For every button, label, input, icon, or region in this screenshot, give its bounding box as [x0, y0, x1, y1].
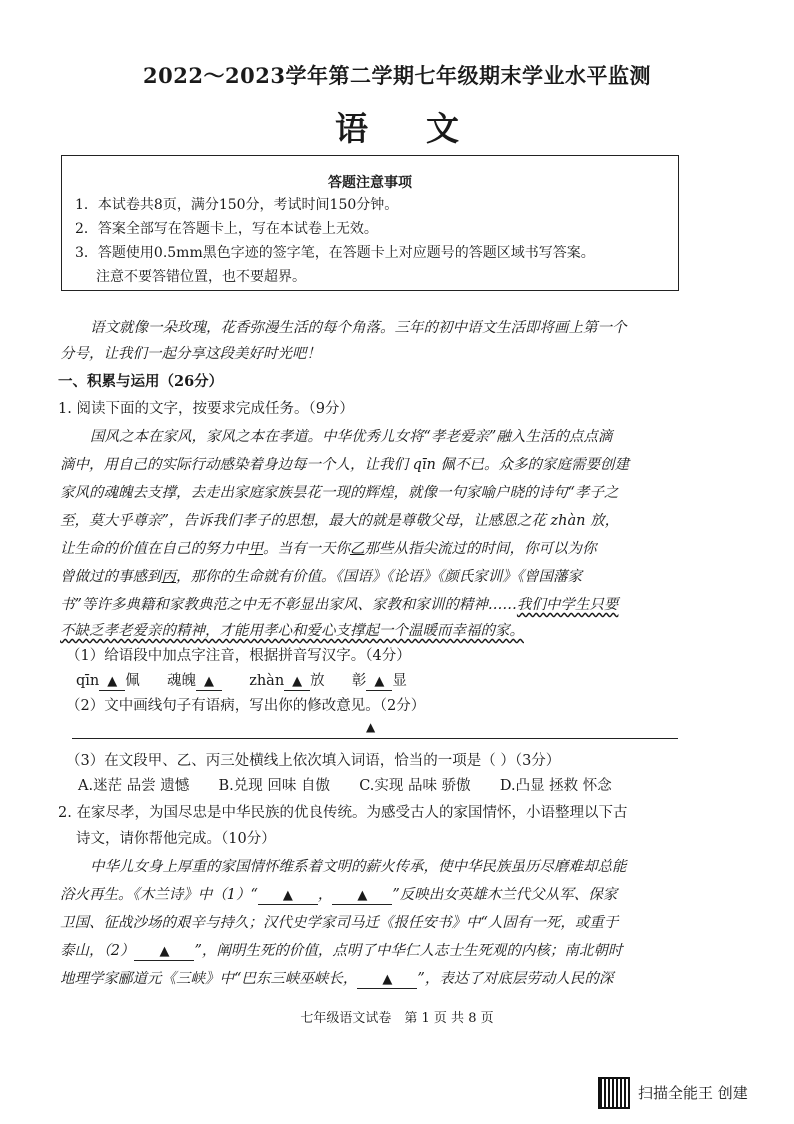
sub-question-3: （3）在文段甲、乙、丙三处横线上依次填入词语，恰当的一项是（ ）（3分） — [66, 753, 561, 769]
notice-item: 3．答题使用0.5mm黑色字迹的签字笔，在答题卡上对应题号的答题区域书写答案。 — [75, 245, 595, 261]
passage-line: 泰山，（2） ▲ ”，阐明生死的价值，点明了中华仁人志士生死观的内核；南北朝时 — [60, 943, 623, 959]
option-b: B.兑现 回味 自傲 — [218, 778, 331, 794]
passage-line: 地理学家郦道元《三峡》中“巴东三峡巫峡长， ▲ ”，表达了对底层劳动人民的深 — [60, 971, 614, 987]
notice-item: 注意不要答错位置，也不要超界。 — [96, 269, 306, 285]
exam-title: 2022～2023学年第二学期七年级期末学业水平监测 — [143, 63, 651, 88]
notice-box — [61, 155, 679, 291]
answer-blank: ▲ — [258, 888, 318, 905]
answer-blank: ▲ — [284, 674, 310, 691]
answer-blank-marker: ▲ — [366, 720, 376, 734]
underlined-sentence: 不缺乏孝老爱亲的精神，才能用孝心和爱心支撑起一个温暖而幸福的家。 — [60, 623, 524, 639]
answer-blank: ▲ — [196, 674, 222, 691]
notice-item: 1．本试卷共8页，满分150分，考试时间150分钟。 — [75, 197, 399, 213]
passage-line: 家风的魂魄去支撑，去走出家庭家族昙花一现的辉煌，就像一句家喻户晓的诗句“孝子之 — [60, 485, 619, 501]
answer-blank: ▲ — [134, 944, 194, 961]
intro-line: 分号，让我们一起分享这段美好时光吧！ — [60, 346, 321, 362]
passage-line: 卫国、征战沙场的艰辛与持久；汉代史学家司马迁《报任安书》中“人固有一死，或重于 — [60, 915, 619, 931]
scanner-watermark: 扫描全能王 创建 — [638, 1084, 748, 1102]
passage-line: 书”等许多典籍和家教典范之中无不彰显出家风、家教和家训的精神……我们中学生只要 — [60, 597, 619, 613]
blank-bing: 丙 — [161, 569, 176, 585]
passage-line: 至，莫大乎尊亲”，告诉我们孝子的思想，最大的就是尊敬父母，让感恩之花 zhàn 放， — [60, 513, 620, 529]
sub-question-1: （1）给语段中加点字注音，根据拼音写汉字。（4分） — [66, 648, 411, 664]
blank-jia: 甲 — [248, 541, 263, 557]
options-row — [78, 774, 612, 795]
sub-question-2: （2）文中画线句子有语病，写出你的修改意见。（2分） — [66, 698, 426, 714]
subject-title: 语文 — [335, 109, 517, 148]
answer-line — [72, 738, 678, 739]
passage-line: 滴中，用自己的实际行动感染着身边每一个人，让我们 qīn 佩不已。众多的家庭需要创建 — [60, 457, 629, 473]
question-2-prompt: 2. 在家尽孝，为国尽忠是中华民族的优良传统。为感受古人的家国情怀，小语整理以下古 — [58, 805, 628, 821]
option-d: D.凸显 拯救 怀念 — [499, 778, 612, 794]
qr-code-icon — [598, 1077, 630, 1109]
passage-line: 国风之本在家风，家风之本在孝道。中华优秀儿女将“孝老爱亲”融入生活的点点滴 — [90, 429, 613, 445]
section-heading: 一、积累与运用（26分） — [58, 373, 224, 390]
question-2-prompt: 诗文，请你帮他完成。（10分） — [76, 831, 276, 847]
underlined-sentence: 我们中学生只要 — [516, 597, 619, 613]
notice-heading: 答题注意事项 — [328, 175, 412, 191]
option-a: A.迷茫 品尝 遗憾 — [78, 778, 190, 794]
pinyin-row: qīn ▲ 佩 魂魄 ▲ zhàn ▲ 放 彰 ▲ 显 — [76, 673, 407, 689]
intro-line: 语文就像一朵玫瑰，花香弥漫生活的每个角落。三年的初中语文生活即将画上第一个 — [90, 320, 627, 336]
passage-line: 浴火再生。《木兰诗》中（1）“ ▲ ， ▲ ”反映出女英雄木兰代父从军、保家 — [60, 887, 618, 903]
answer-blank: ▲ — [357, 972, 417, 989]
option-c: C.实现 品味 骄傲 — [359, 778, 471, 794]
notice-item: 2．答案全部写在答题卡上，写在本试卷上无效。 — [75, 221, 378, 237]
answer-blank: ▲ — [99, 674, 125, 691]
question-1-prompt: 1. 阅读下面的文字，按要求完成任务。（9分） — [58, 401, 354, 417]
answer-blank: ▲ — [332, 888, 392, 905]
passage-line: 中华儿女身上厚重的家国情怀维系着文明的薪火传承，使中华民族虽历尽磨难却总能 — [90, 859, 627, 875]
page-footer: 七年级语文试卷 第 1 页 共 8 页 — [300, 1011, 494, 1026]
passage-line: 曾做过的事感到丙，那你的生命就有价值。《国语》《论语》《颜氏家训》《曾国藩家 — [60, 569, 582, 585]
answer-blank: ▲ — [366, 674, 392, 691]
passage-line: 让生命的价值在自己的努力中甲。当有一天你乙那些从指尖流过的时间，你可以为你 — [60, 541, 597, 557]
blank-yi: 乙 — [350, 541, 365, 557]
